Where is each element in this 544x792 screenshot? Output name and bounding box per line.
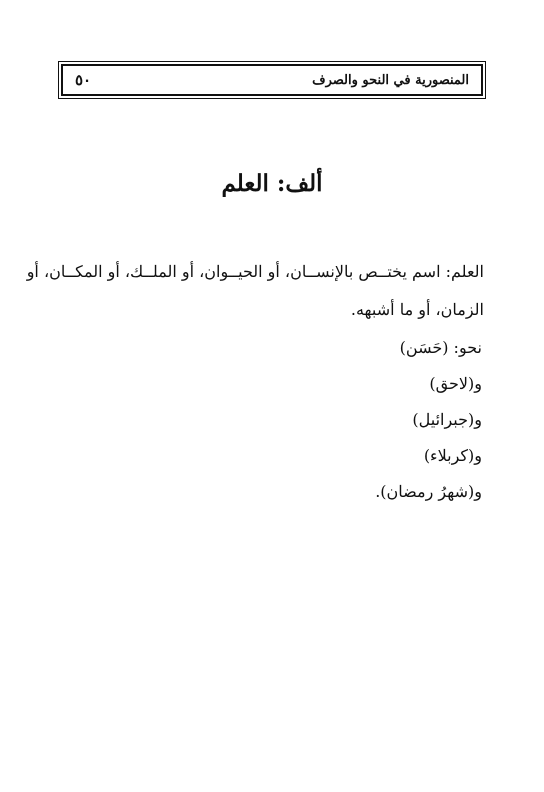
page-header bbox=[61, 64, 483, 96]
example-item: و(جبرائيل) bbox=[412, 410, 482, 429]
page-number: ٥٠ bbox=[75, 71, 92, 89]
examples-list bbox=[182, 330, 482, 510]
example-item: و(شهرُ رمضان). bbox=[375, 482, 482, 501]
running-title: المنصورية في النحو والصرف bbox=[312, 72, 469, 88]
example-item: و(لاحق) bbox=[429, 374, 482, 393]
definition-line-1: العلم: اسم يختــص بالإنســان، أو الحيــوان، أو الملــك، أو المكــان، أو bbox=[26, 262, 484, 281]
definition-line-2: الزمان، أو ما أشبهه. bbox=[350, 300, 484, 319]
section-heading: ألف: العلم bbox=[221, 170, 323, 197]
example-item: و(كربلاء) bbox=[423, 446, 482, 465]
example-item: نحو: (حَسَن) bbox=[399, 338, 482, 357]
